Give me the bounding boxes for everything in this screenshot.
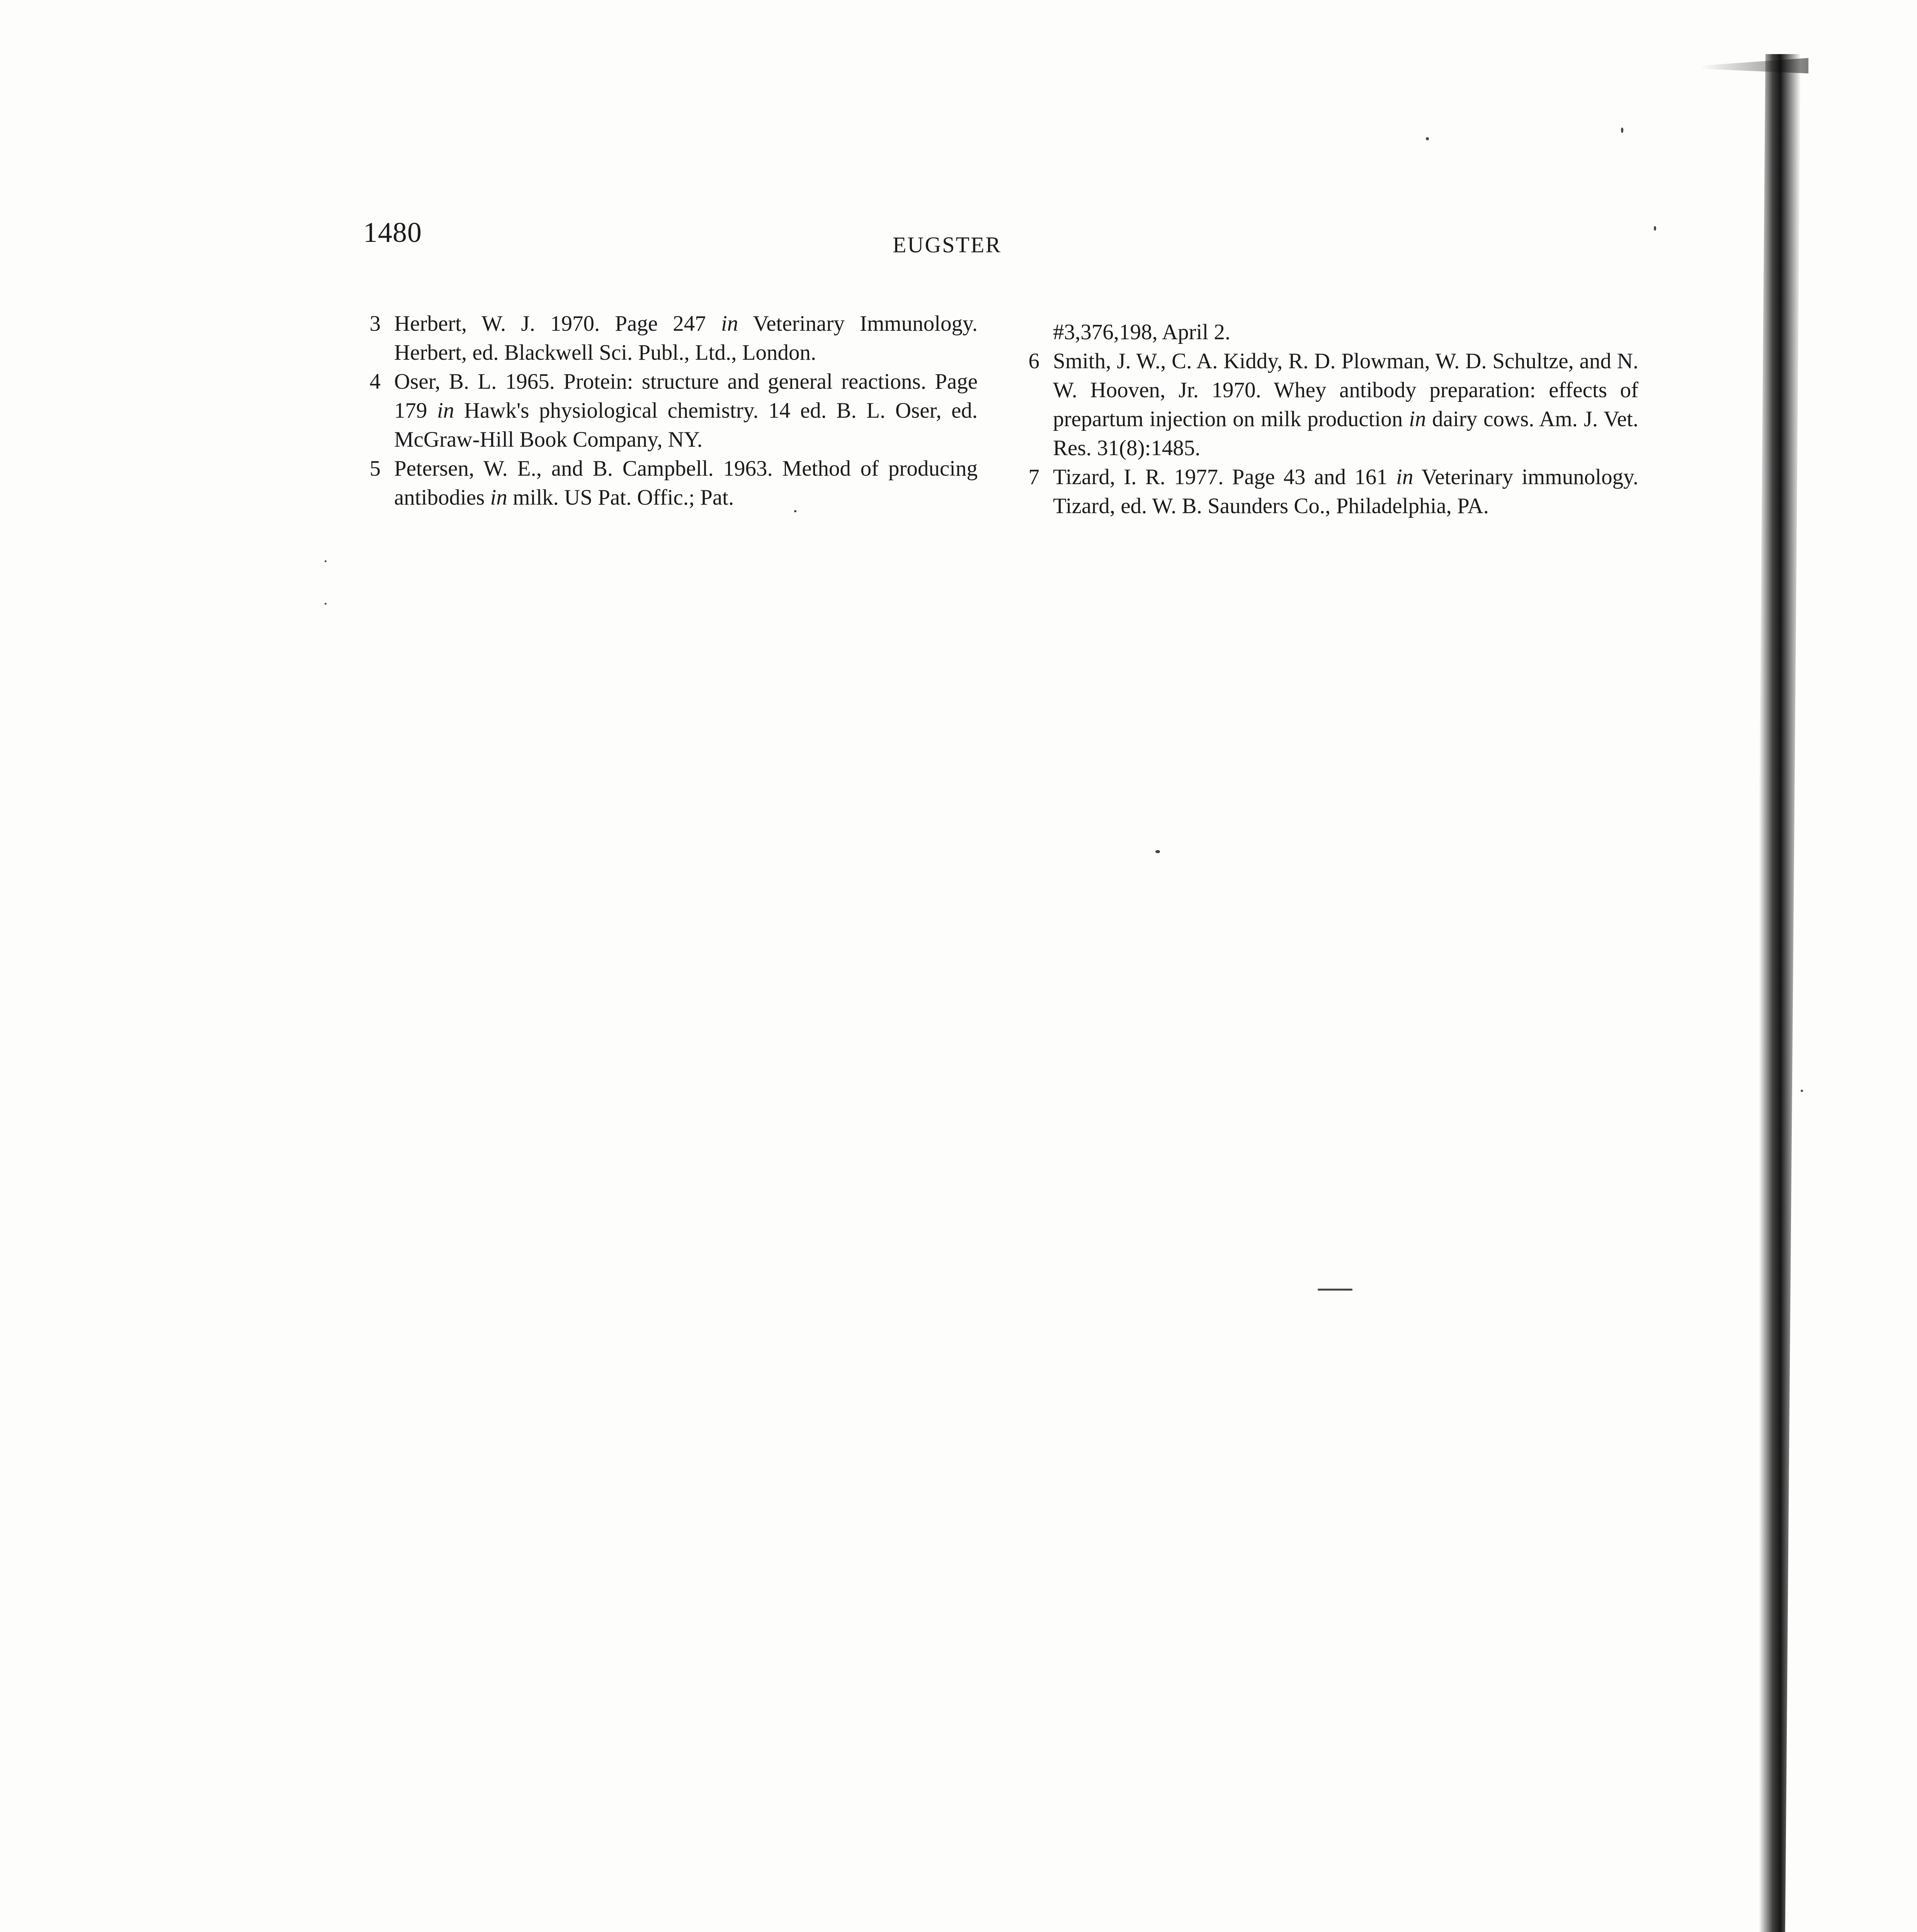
reference-text: Oser, B. L. 1965. Protein: structure and general reactions. Page 179 in Hawk's physiological chemistry. 14 ed. B. L. Oser, ed. McGraw-Hill Book Company, NY. — [394, 369, 978, 452]
reference-number: 3 — [369, 311, 381, 336]
page-number: 1480 — [363, 217, 422, 248]
running-head: EUGSTER — [893, 232, 1002, 257]
scan-speck — [1654, 226, 1656, 231]
scan-speck — [794, 510, 796, 512]
reference-text: Petersen, W. E., and B. Campbell. 1963. Method of producing antibodies in milk. US Pat. Offic.; Pat. — [394, 456, 978, 510]
references-left-column — [369, 309, 978, 512]
reference-number: 4 — [369, 369, 381, 394]
scan-speck — [1155, 850, 1160, 853]
reference-item — [1028, 463, 1638, 520]
reference-text: Herbert, W. J. 1970. Page 247 in Veterinary Immunology. Herbert, ed. Blackwell Sci. Publ., Ltd., London. — [394, 311, 978, 365]
scan-speck — [325, 560, 327, 562]
reference-continuation: #3,376,198, April 2. — [1053, 320, 1231, 344]
reference-number: 5 — [369, 456, 381, 481]
scan-speck — [1318, 1289, 1352, 1291]
reference-text: Smith, J. W., C. A. Kiddy, R. D. Plowman, W. D. Schultze, and N. W. Hooven, Jr. 1970. Whey antibody preparation: effects of prepartum injection on milk production in dairy cows. Am. J. Vet. Res. 31(8):1485. — [1053, 349, 1639, 460]
scan-speck — [1801, 1090, 1803, 1092]
scan-edge-shadow — [1708, 54, 1801, 1932]
scan-speck — [1621, 128, 1623, 133]
references-right-column — [1028, 318, 1639, 520]
reference-item — [1028, 347, 1639, 463]
reference-item — [369, 367, 978, 454]
reference-number: 7 — [1028, 465, 1039, 489]
reference-number: 6 — [1028, 349, 1039, 373]
scan-speck — [1426, 137, 1429, 140]
reference-text: Tizard, I. R. 1977. Page 43 and 161 in Veterinary immunology. Tizard, ed. W. B. Saunders Co., Philadelphia, PA. — [1053, 465, 1638, 518]
reference-item — [369, 454, 978, 512]
reference-item — [369, 309, 978, 367]
scan-speck — [325, 603, 327, 605]
